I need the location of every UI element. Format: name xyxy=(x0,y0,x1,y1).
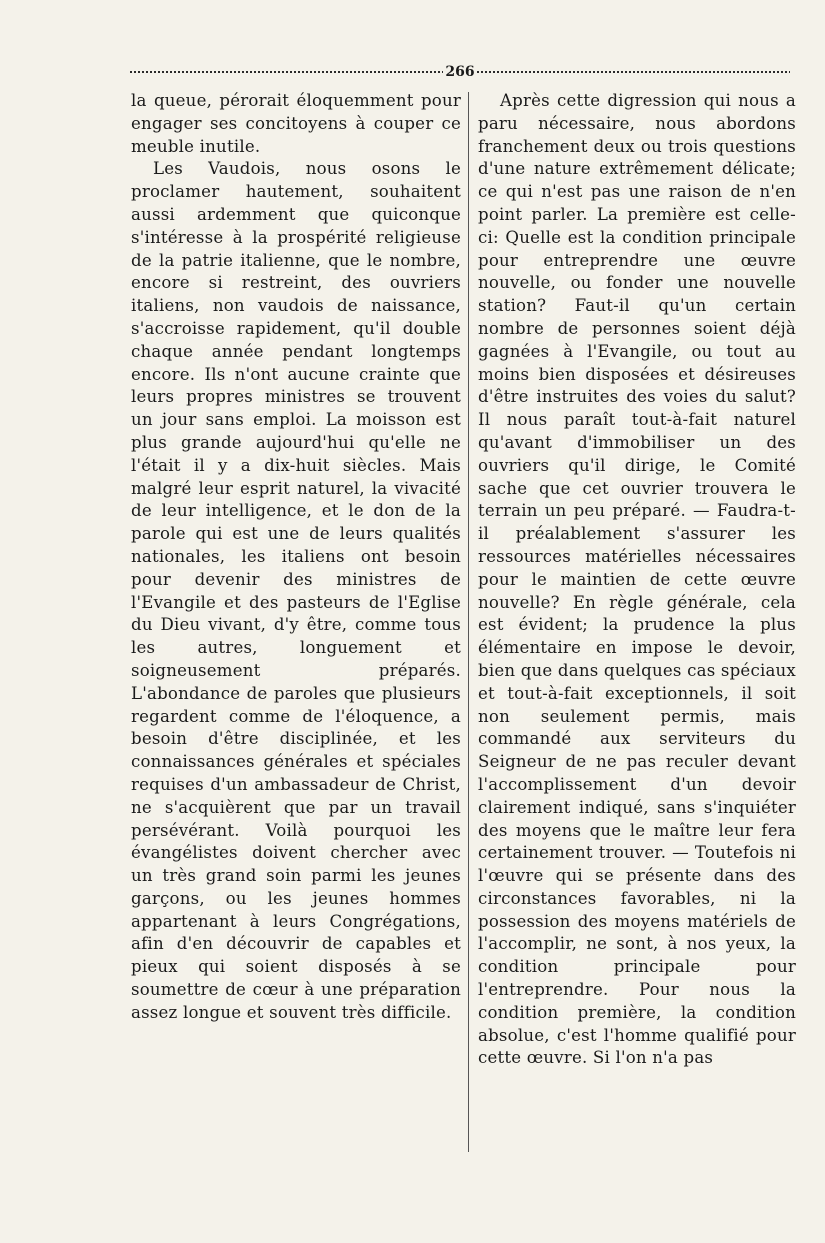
decorative-rule-right xyxy=(477,71,790,73)
left-column xyxy=(131,90,461,1025)
left-paragraph-2: Les Vaudois, nous osons le proclamer hautement, souhaitent aussi ardemment que quiconque s'intéresse à la prospérité religieuse de la patrie italienne, que le nombre, encore si restreint, des ouvriers italiens, non vaudois de naissance, s'accroisse rapidement, qu'il double chaque année pendant longtemps encore. Ils n'ont aucune crainte que leurs propres ministres se trouvent un jour sans emploi. La moisson est plus grande aujourd'hui qu'elle ne l'était il y a dix-huit siècles. Mais malgré leur esprit naturel, la vivacité de leur intelligence, et le don de la parole qui est une de leurs qualités nationales, les italiens ont besoin pour devenir des ministres de l'Evangile et des pasteurs de l'Eglise du Dieu vivant, d'y être, comme tous les autres, longuement et soigneusement préparés. L'abondance de paroles que plusieurs regardent comme de l'éloquence, a besoin d'être disciplinée, et les connaissances générales et spéciales requises d'un ambassadeur de Christ, ne s'acquièrent que par un travail persévérant. Voilà pourquoi les évangélistes doivent chercher avec un très grand soin parmi les jeunes garçons, ou les jeunes hommes appartenant à leurs Congrégations, afin d'en découvrir de capables et pieux qui soient disposés à se soumettre de cœur à une préparation assez longue et souvent très difficile. xyxy=(131,159,461,1022)
right-column xyxy=(478,90,796,1070)
column-divider xyxy=(468,92,469,1152)
decorative-rule-left xyxy=(130,71,443,73)
page-header xyxy=(130,66,790,78)
right-paragraph-1: Après cette digression qui nous a paru nécessaire, nous abordons franchement deux ou trois questions d'une nature extrêmement délicate; ce qui n'est pas une raison de n'en point parler. La première est celle-ci: Quelle est la condition principale pour entreprendre une œuvre nouvelle, ou fonder une nouvelle station? Faut-il qu'un certain nombre de personnes soient déjà gagnées à l'Evangile, ou tout au moins bien disposées et désireuses d'être instruites des voies du salut? Il nous paraît tout-à-fait naturel qu'avant d'immobiliser un des ouvriers qu'il dirige, le Comité sache que cet ouvrier trouvera le terrain un peu préparé. — Faudra-t-il préalablement s'assurer les ressources matérielles nécessaires pour le maintien de cette œuvre nouvelle? En règle générale, cela est évident; la prudence la plus élémentaire en impose le devoir, bien que dans quelques cas spéciaux et tout-à-fait exceptionnels, il soit non seulement permis, mais commandé aux serviteurs du Seigneur de ne pas reculer devant l'accomplissement d'un devoir clairement indiqué, sans s'inquiéter des moyens que le maître leur fera certainement trouver. — Toutefois ni l'œuvre qui se présente dans des circonstances favorables, ni la possession des moyens matériels de l'accomplir, ne sont, à nos yeux, la condition principale pour l'entreprendre. Pour nous la condition première, la condition absolue, c'est l'homme qualifié pour cette œuvre. Si l'on n'a pas xyxy=(478,91,796,1068)
page-number: 266 xyxy=(445,64,475,80)
left-paragraph-1: la queue, pérorait éloquemment pour engager ses concitoyens à couper ce meuble inutile. xyxy=(131,91,461,156)
